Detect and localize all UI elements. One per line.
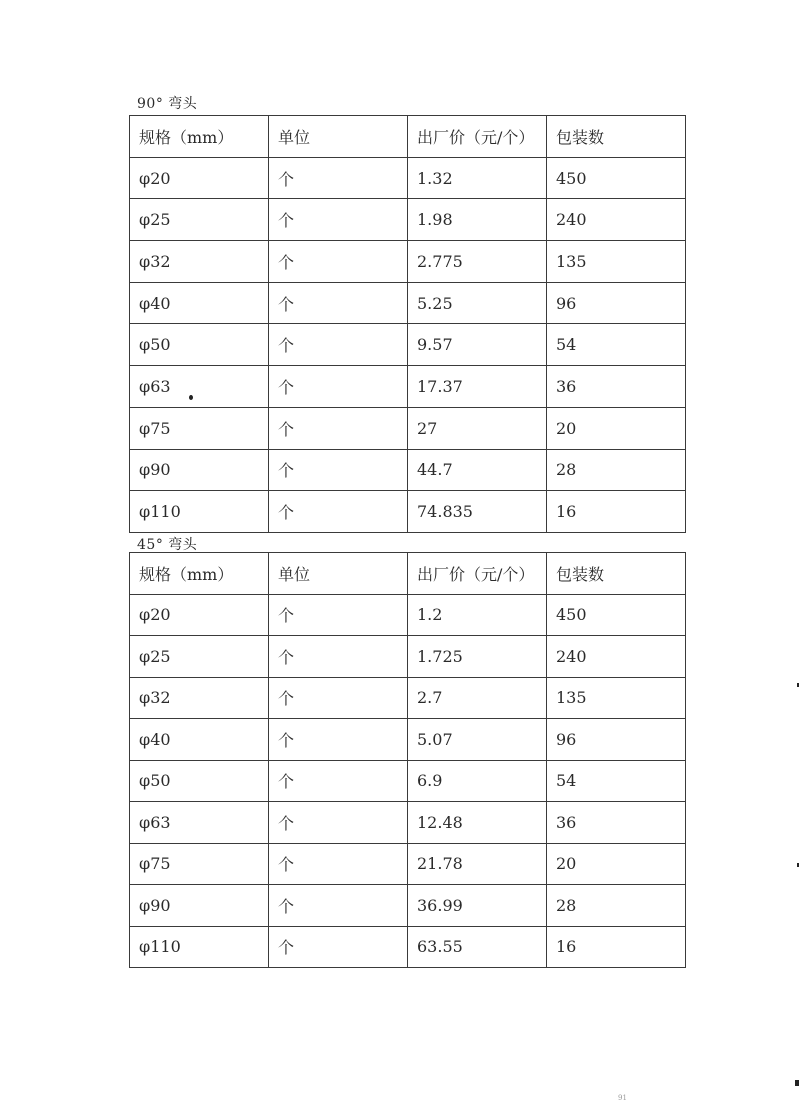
table-row	[130, 324, 686, 366]
pack-qty-cell: 54	[547, 760, 686, 802]
table-row	[130, 885, 686, 927]
unit-cell: 个	[269, 407, 408, 449]
header-spec-cell: 规格（mm）	[130, 116, 269, 158]
table-row	[130, 802, 686, 844]
table-row	[130, 636, 686, 678]
unit-cell: 个	[269, 241, 408, 283]
table-row	[130, 241, 686, 283]
spec-cell: φ25	[130, 636, 269, 678]
price-cell: 12.48	[408, 802, 547, 844]
price-cell: 1.725	[408, 636, 547, 678]
pack-qty-cell: 36	[547, 366, 686, 408]
table-row	[130, 449, 686, 491]
spec-cell: φ40	[130, 282, 269, 324]
table-row	[130, 594, 686, 636]
spec-cell: φ75	[130, 407, 269, 449]
unit-cell: 个	[269, 449, 408, 491]
price-cell: 63.55	[408, 926, 547, 968]
table-row	[130, 157, 686, 199]
pack-qty-cell: 96	[547, 282, 686, 324]
unit-cell: 个	[269, 282, 408, 324]
table-header-row	[130, 553, 686, 595]
table-row	[130, 282, 686, 324]
unit-cell: 个	[269, 885, 408, 927]
table-row	[130, 366, 686, 408]
scan-speck	[797, 683, 799, 687]
unit-cell: 个	[269, 677, 408, 719]
unit-cell: 个	[269, 843, 408, 885]
price-cell: 27	[408, 407, 547, 449]
pack-qty-cell: 36	[547, 802, 686, 844]
price-cell: 1.98	[408, 199, 547, 241]
unit-cell: 个	[269, 366, 408, 408]
unit-cell: 个	[269, 636, 408, 678]
header-price-cell: 出厂价（元/个）	[408, 553, 547, 595]
spec-cell: φ25	[130, 199, 269, 241]
table-header-row	[130, 116, 686, 158]
unit-cell: 个	[269, 802, 408, 844]
spec-cell: φ40	[130, 719, 269, 761]
pack-qty-cell: 450	[547, 594, 686, 636]
pack-qty-cell: 240	[547, 199, 686, 241]
price-cell: 2.775	[408, 241, 547, 283]
unit-cell: 个	[269, 719, 408, 761]
spec-cell: φ110	[130, 491, 269, 533]
pack-qty-cell: 20	[547, 407, 686, 449]
spec-cell: φ32	[130, 677, 269, 719]
spec-cell: φ90	[130, 885, 269, 927]
header-pack-qty-cell: 包装数	[547, 553, 686, 595]
header-spec-cell: 规格（mm）	[130, 553, 269, 595]
pack-qty-cell: 96	[547, 719, 686, 761]
pack-qty-cell: 135	[547, 677, 686, 719]
pack-qty-cell: 16	[547, 926, 686, 968]
pack-qty-cell: 240	[547, 636, 686, 678]
table-row	[130, 199, 686, 241]
spec-cell: φ50	[130, 760, 269, 802]
price-cell: 5.07	[408, 719, 547, 761]
spec-cell: φ90	[130, 449, 269, 491]
price-cell: 1.32	[408, 157, 547, 199]
unit-cell: 个	[269, 324, 408, 366]
table-row	[130, 719, 686, 761]
table-row	[130, 760, 686, 802]
table-row	[130, 491, 686, 533]
price-cell: 17.37	[408, 366, 547, 408]
price-cell: 6.9	[408, 760, 547, 802]
unit-cell: 个	[269, 491, 408, 533]
pack-qty-cell: 28	[547, 885, 686, 927]
price-cell: 36.99	[408, 885, 547, 927]
price-cell: 2.7	[408, 677, 547, 719]
spec-cell: φ20	[130, 157, 269, 199]
price-cell: 44.7	[408, 449, 547, 491]
spec-cell: φ32	[130, 241, 269, 283]
table-row	[130, 407, 686, 449]
scan-speck	[189, 395, 193, 400]
spec-cell: φ75	[130, 843, 269, 885]
price-cell: 9.57	[408, 324, 547, 366]
price-cell: 21.78	[408, 843, 547, 885]
price-cell: 74.835	[408, 491, 547, 533]
pack-qty-cell: 54	[547, 324, 686, 366]
header-pack-qty-cell: 包装数	[547, 116, 686, 158]
price-cell: 1.2	[408, 594, 547, 636]
unit-cell: 个	[269, 760, 408, 802]
pack-qty-cell: 20	[547, 843, 686, 885]
scan-speck	[797, 863, 799, 867]
table-caption-45-elbow: 45° 弯头	[137, 537, 198, 553]
table-caption-90-elbow: 90° 弯头	[137, 96, 198, 112]
spec-cell: φ20	[130, 594, 269, 636]
unit-cell: 个	[269, 157, 408, 199]
unit-cell: 个	[269, 594, 408, 636]
spec-cell: φ110	[130, 926, 269, 968]
scan-speck	[795, 1080, 799, 1086]
spec-cell: φ50	[130, 324, 269, 366]
header-price-cell: 出厂价（元/个）	[408, 116, 547, 158]
price-table-90-elbow	[129, 115, 686, 533]
pack-qty-cell: 28	[547, 449, 686, 491]
page-number: 91	[618, 1094, 627, 1102]
table-row	[130, 843, 686, 885]
table-row	[130, 926, 686, 968]
unit-cell: 个	[269, 199, 408, 241]
pack-qty-cell: 16	[547, 491, 686, 533]
table-row	[130, 677, 686, 719]
unit-cell: 个	[269, 926, 408, 968]
header-unit-cell: 单位	[269, 116, 408, 158]
header-unit-cell: 单位	[269, 553, 408, 595]
pack-qty-cell: 135	[547, 241, 686, 283]
price-cell: 5.25	[408, 282, 547, 324]
pack-qty-cell: 450	[547, 157, 686, 199]
spec-cell: φ63	[130, 802, 269, 844]
price-table-45-elbow	[129, 552, 686, 968]
spec-cell: φ63	[130, 366, 269, 408]
